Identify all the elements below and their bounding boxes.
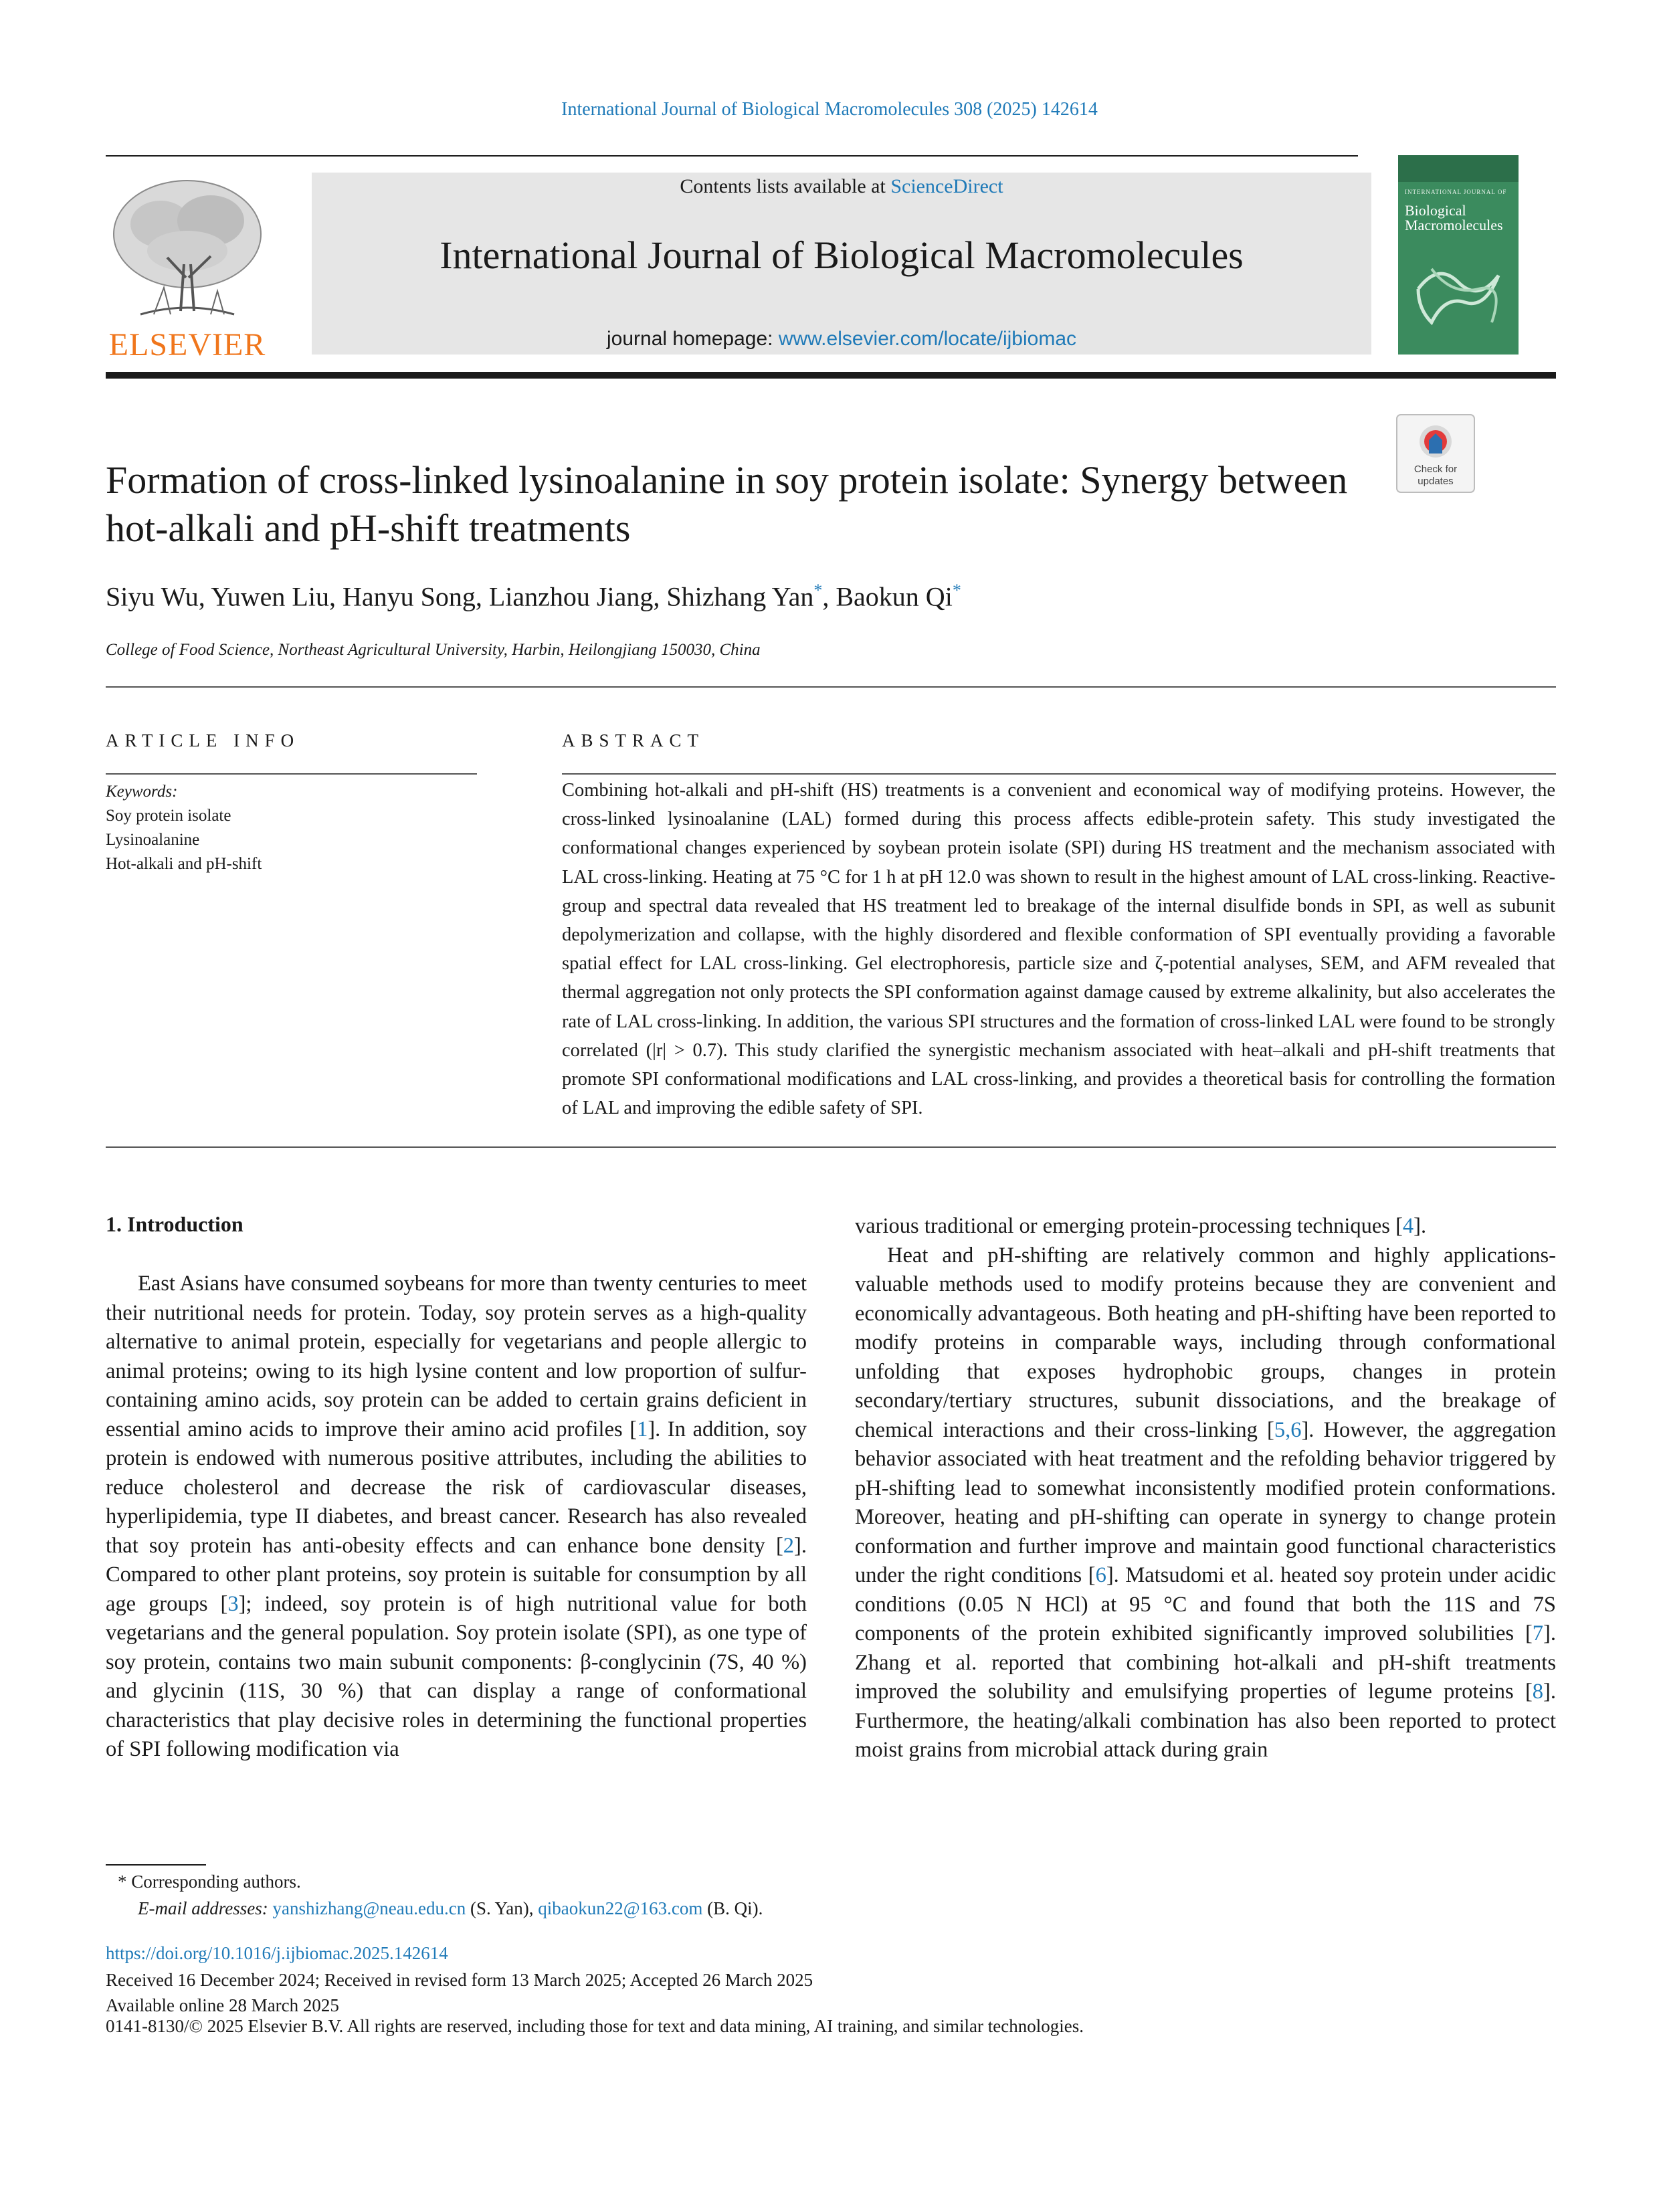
article-info-rule: [106, 773, 477, 775]
crossmark-line2: updates: [1418, 476, 1454, 487]
citation-link[interactable]: 1: [637, 1417, 648, 1441]
footnote-rule: [106, 1864, 206, 1866]
homepage-line: [312, 328, 1371, 350]
corresponding-authors-note: * Corresponding authors.: [118, 1872, 301, 1892]
abstract-text: Combining hot-alkali and pH-shift (HS) treatments is a convenient and economical way of modifying proteins. However, the cross-linked lysinoalanine (LAL) formed during this process affects edible-protein safety. This study investigated the conformational changes experienced by soybean protein isolate (SPI) during HS treatment and the mechanism associated with LAL cross-linking. Heating at 75 °C for 1 h at pH 12.0 was shown to result in the highest amount of LAL cross-linking. Reactive-group and spectral data revealed that HS treatment led to breakage of the internal disulfide bonds in SPI, as well as subunit depolymerization and collapse, with the highly disordered and flexible conformation of SPI eventually providing a favorable spatial effect for LAL cross-linking. Gel electrophoresis, particle size and ζ-potential analyses, SEM, and AFM revealed that thermal aggregation not only protects the SPI conformation against damage caused by extreme alkalinity, but also accelerates the rate of LAL cross-linking. In addition, the various SPI structures and the formation of cross-linked LAL were found to be strongly correlated (|r| > 0.7). This study clarified the synergistic mechanism associated with heat–alkali and pH-shift treatments that promote SPI conformational modifications and LAL cross-linking, and provides a theoretical basis for controlling the formation of LAL and improving the edible safety of SPI.: [562, 780, 1555, 1119]
author-name[interactable]: Yuwen Liu: [211, 581, 329, 612]
author-name[interactable]: Siyu Wu: [106, 581, 199, 612]
sciencedirect-link[interactable]: ScienceDirect: [890, 175, 1003, 197]
citation-link[interactable]: 7: [1532, 1621, 1544, 1645]
email-owner: (S. Yan),: [466, 1898, 539, 1918]
copyright-line: 0141-8130/© 2025 Elsevier B.V. All rights are reserved, including those for text and data mining, AI training, and similar technologies.: [106, 2016, 1084, 2036]
doi-link[interactable]: https://doi.org/10.1016/j.ijbiomac.2025.142614: [106, 1943, 448, 1963]
author-name[interactable]: Shizhang Yan: [666, 581, 814, 612]
citation-link[interactable]: 4: [1402, 1214, 1414, 1238]
masthead-thick-rule: [106, 372, 1556, 379]
cover-kicker: INTERNATIONAL JOURNAL OF: [1405, 189, 1507, 195]
citation-link[interactable]: 6: [1095, 1563, 1106, 1587]
citation-link[interactable]: 2: [783, 1533, 795, 1558]
intro-paragraph-1: East Asians have consumed soybeans for more than twenty centuries to meet their nutritional needs for protein. Today, soy protein serves as a high-quality alternative to animal protein, especially for vegetarians and people allergic to animal proteins; owing to its high lysine content and low proportion of sulfur-containing amino acids, soy protein can be added to certain grains deficient in essential amino acids to improve their amino acid profiles [1]. In addition, soy protein is endowed with numerous positive attributes, including the abilities to reduce cholesterol and decrease the risk of cardiovascular diseases, hyperlipidemia, type II diabetes, and breast cancer. Research has also revealed that soy protein has anti-obesity effects and can enhance bone density [2]. Compared to other plant proteins, soy protein is suitable for consumption by all age groups [3]; indeed, soy protein is of high nutritional value for both vegetarians and the general population. Soy protein isolate (SPI), as one type of soy protein, contains two main subunit components: β-conglycinin (7S, 40 %) and glycinin (11S, 30 %) that can display a range of conformational characteristics that play decisive roles in determining the functional properties of SPI following modification via: [106, 1272, 807, 1761]
author-name[interactable]: Hanyu Song: [342, 581, 476, 612]
intro-paragraph-2: Heat and pH-shifting are relatively common and highly applications-valuable methods used to modify proteins because they are convenient and economically advantageous. Both heating and pH-shifting have been reported to modify proteins in comparable ways, including through conformational unfolding that exposes hydrophobic groups, changes in protein secondary/tertiary structures, subunit dissociations, and the breakage of chemical interactions and their cross-linking [5,6]. However, the aggregation behavior associated with heat treatment and the refolding behavior triggered by pH-shifting lead to somewhat inconsistently modified protein conformations. Moreover, heating and pH-shifting can operate in synergy to change protein conformation and further improve and maintain good functional characteristics under the right conditions [6]. Matsudomi et al. heated soy protein under acidic conditions (0.05 N HCl) at 95 °C and found that both the 11S and 7S components of the protein exhibited significantly improved solubilities [7]. Zhang et al. reported that combining hot-alkali and pH-shift treatments improved the solubility and emulsifying properties of legume proteins [8]. Furthermore, the heating/alkali combination has also been reported to protect moist grains from microbial attack during grain: [855, 1243, 1556, 1762]
body-column-left: [106, 1270, 807, 1765]
email-link[interactable]: qibaokun22@163.com: [538, 1898, 703, 1918]
email-label: E-mail addresses:: [138, 1898, 268, 1918]
section-heading-introduction: 1. Introduction: [106, 1212, 243, 1236]
journal-title: International Journal of Biological Macromolecules: [440, 233, 1244, 277]
body-column-right: [855, 1212, 1556, 1765]
affiliation: College of Food Science, Northeast Agricultural University, Harbin, Heilongjiang 150030, China: [106, 641, 761, 659]
keyword-item: Lysinoalanine: [106, 831, 200, 849]
article-info-heading: ARTICLE INFO: [106, 730, 300, 750]
author-name[interactable]: Lianzhou Jiang: [488, 581, 654, 612]
email-link[interactable]: yanshizhang@neau.edu.cn: [272, 1898, 466, 1918]
crossmark-line1: Check for: [1413, 464, 1458, 475]
homepage-prefix: journal homepage:: [606, 328, 779, 350]
abstract-heading: ABSTRACT: [562, 730, 705, 750]
elsevier-wordmark: ELSEVIER: [108, 327, 266, 363]
corresponding-mark[interactable]: *: [813, 581, 823, 600]
cover-top-band: [1398, 155, 1519, 182]
citation-link[interactable]: 8: [1532, 1680, 1544, 1704]
author-list: Siyu Wu, Yuwen Liu, Hanyu Song, Lianzhou Jiang, Shizhang Yan*, Baokun Qi*: [106, 581, 961, 612]
running-head[interactable]: International Journal of Biological Macromolecules 308 (2025) 142614: [561, 99, 1098, 120]
email-owner: (B. Qi).: [702, 1898, 763, 1918]
cover-molecule-icon: [1405, 249, 1512, 342]
contents-line: [312, 175, 1371, 198]
author-name[interactable]: Baokun Qi: [836, 581, 953, 612]
available-online: Available online 28 March 2025: [106, 1995, 339, 2015]
homepage-link[interactable]: www.elsevier.com/locate/ijbiomac: [778, 328, 1077, 350]
abstract-bottom-rule: [106, 1146, 1556, 1148]
intro-paragraph-1-continued: various traditional or emerging protein-processing techniques [4].: [855, 1214, 1427, 1238]
email-addresses-note: [138, 1898, 763, 1919]
keyword-item: Soy protein isolate: [106, 807, 231, 825]
header-rule: [106, 155, 1358, 157]
contents-prefix: Contents lists available at: [680, 175, 891, 197]
citation-link[interactable]: 5,6: [1274, 1417, 1302, 1442]
keyword-item: Hot-alkali and pH-shift: [106, 855, 262, 873]
check-for-updates-icon[interactable]: [1395, 413, 1476, 494]
title-block-rule: [106, 686, 1556, 688]
citation-link[interactable]: 3: [227, 1591, 239, 1616]
cover-title: Biological Macromolecules: [1405, 202, 1503, 233]
corresponding-mark[interactable]: *: [952, 581, 961, 600]
keywords-label: Keywords:: [106, 783, 178, 801]
received-dates: Received 16 December 2024; Received in revised form 13 March 2025; Accepted 26 March 2025: [106, 1970, 813, 1990]
journal-cover-thumbnail[interactable]: [1398, 155, 1519, 355]
article-title: Formation of cross-linked lysinoalanine in soy protein isolate: Synergy between hot-alkali and pH-shift treatments: [106, 458, 1348, 550]
abstract-rule: [562, 773, 1556, 775]
